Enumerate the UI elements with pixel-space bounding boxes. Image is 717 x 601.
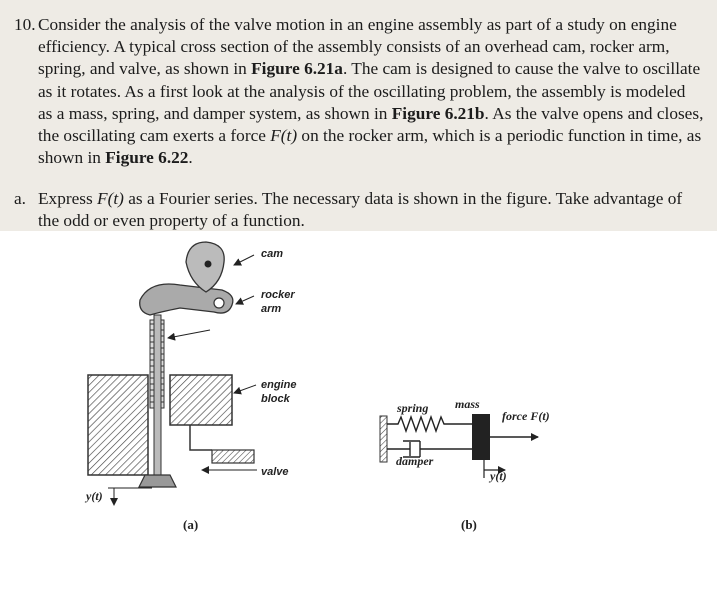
cam — [186, 242, 224, 292]
label-cam: cam — [261, 248, 284, 260]
label-y-displacement-b: y(t) — [490, 469, 507, 483]
label-y-displacement-a: y(t) — [86, 489, 103, 503]
label-arm: arm — [261, 303, 282, 315]
part-a-statement: Express F(t) as a Fourier series. The necessary data is shown in the figure. Take advantage of the odd or even property of a function. — [38, 189, 683, 231]
engine-block-right — [170, 375, 232, 425]
valve-head — [139, 475, 176, 487]
valve-seat — [212, 450, 254, 463]
mass-spring-damper-diagram — [380, 397, 550, 532]
engine-assembly-diagram — [84, 242, 296, 532]
caption-b: (b) — [461, 517, 477, 532]
label-mass: mass — [455, 397, 480, 411]
force-symbol: F(t) — [97, 189, 124, 208]
problem-statement: Consider the analysis of the valve motion in an engine assembly as part of a study on engine efficiency. A typical cross section of the assembly consists of an overhead cam, rocker arm, spring, and valve, as shown in Figure 6.21a. The cam is designed to cause the valve to oscillate as it rotates. As a first look at the analysis of the oscillating problem, the assembly is modeled as a mass, spring, and damper system, as shown in Figure 6.21b. As the valve opens and closes, the oscillating cam exerts a force F(t) on the rocker arm, which is a periodic function in time, as shown in Figure 6.22. — [38, 15, 704, 168]
part-a — [14, 188, 704, 232]
label-force: force F(t) — [502, 409, 550, 423]
label-rocker: rocker — [261, 289, 295, 301]
fixed-wall — [380, 416, 387, 462]
figure-ref-6-22: Figure 6.22 — [105, 148, 189, 168]
problem-number: 10. — [14, 15, 36, 34]
rocker-pivot — [214, 298, 224, 308]
force-symbol: F(t) — [270, 126, 298, 146]
figure-6-21 — [0, 231, 717, 601]
label-damper: damper — [396, 454, 434, 468]
figure-ref-6-21a: Figure 6.21a — [251, 59, 343, 79]
mass — [472, 414, 490, 460]
label-engine: engine — [261, 379, 297, 391]
problem-10 — [14, 14, 704, 169]
label-spring: spring — [397, 401, 429, 415]
figure-ref-6-21b: Figure 6.21b — [391, 103, 485, 123]
port-wall — [190, 425, 212, 450]
cam-shaft — [205, 261, 212, 268]
label-valve: valve — [261, 466, 289, 478]
engine-block-left — [88, 375, 148, 475]
caption-a: (a) — [183, 517, 199, 532]
valve-stem — [154, 315, 161, 475]
label-block: block — [261, 393, 290, 405]
part-a-label: a. — [14, 189, 26, 208]
spring — [387, 417, 472, 431]
